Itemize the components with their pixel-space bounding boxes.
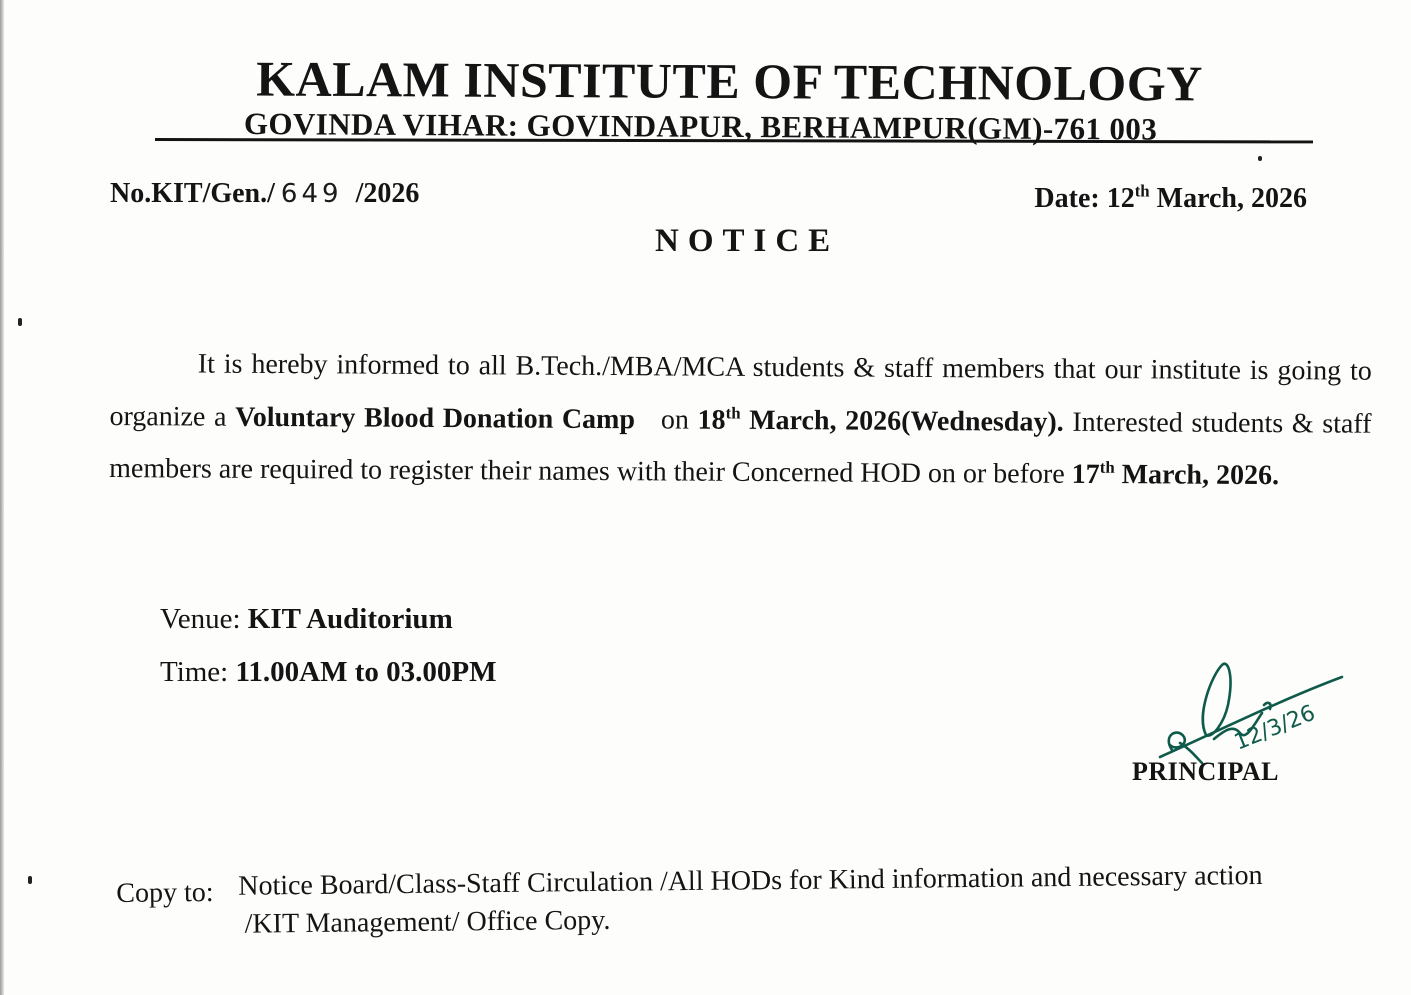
institute-name: KALAM INSTITUTE OF TECHNOLOGY bbox=[256, 50, 1203, 112]
notice-date bbox=[1034, 183, 1307, 215]
deadline-day: 17 bbox=[1071, 458, 1100, 491]
event-date-day: 18 bbox=[697, 404, 726, 436]
institute-address: GOVINDA VIHAR: GOVINDAPUR, BERHAMPUR(GM)-761 003 bbox=[243, 106, 1158, 147]
event-date-ordinal: th bbox=[725, 402, 741, 423]
scan-speck bbox=[18, 318, 22, 326]
notice-body bbox=[109, 338, 1372, 503]
venue-value: KIT Auditorium bbox=[247, 603, 453, 635]
time-line bbox=[160, 656, 496, 689]
time-value: 11.00AM to 03.00PM bbox=[235, 656, 497, 688]
registration-deadline bbox=[1072, 459, 1279, 491]
event-name: Voluntary Blood Donation Camp bbox=[235, 401, 636, 435]
copy-to-line1: Notice Board/Class-Staff Circulation /All HODs for Kind information and necessary action bbox=[238, 859, 1263, 902]
copy-to-label: Copy to: bbox=[116, 876, 214, 909]
principal-signature bbox=[1150, 655, 1360, 765]
event-date bbox=[698, 404, 1064, 437]
event-date-rest: March, 2026(Wednesday). bbox=[740, 404, 1064, 438]
venue-line bbox=[160, 603, 453, 636]
body-part3: Interested students & staff members are required to register their names with their Concerned HOD on or before bbox=[109, 406, 1372, 490]
body-part2: on bbox=[634, 403, 698, 436]
deadline-ordinal: th bbox=[1099, 457, 1115, 477]
scan-edge bbox=[0, 0, 4, 995]
date-suffix: March, 2026 bbox=[1149, 183, 1307, 214]
venue-label: Venue: bbox=[160, 603, 248, 635]
handwritten-reference-number: 649 bbox=[280, 179, 343, 209]
scan-speck bbox=[28, 876, 32, 884]
date-prefix: Date: 12 bbox=[1034, 183, 1135, 214]
reference-prefix: No.KIT/Gen./ bbox=[110, 178, 275, 209]
signature-date: 12/3/26 bbox=[1230, 700, 1319, 756]
time-label: Time: bbox=[160, 656, 236, 688]
deadline-rest: March, 2026. bbox=[1114, 459, 1280, 492]
body-part1: It is hereby informed to all B.Tech./MBA/MCA students & staff members that our institute is going to organize a bbox=[109, 348, 1372, 433]
principal-designation: PRINCIPAL bbox=[1132, 757, 1280, 786]
copy-to-line2: /KIT Management/ Office Copy. bbox=[244, 904, 611, 940]
notice-title: NOTICE bbox=[655, 223, 840, 259]
date-ordinal: th bbox=[1134, 181, 1150, 201]
scan-speck bbox=[1258, 156, 1262, 161]
reference-number bbox=[110, 178, 419, 210]
copy-to-section bbox=[116, 849, 1346, 940]
reference-suffix: /2026 bbox=[348, 178, 420, 209]
